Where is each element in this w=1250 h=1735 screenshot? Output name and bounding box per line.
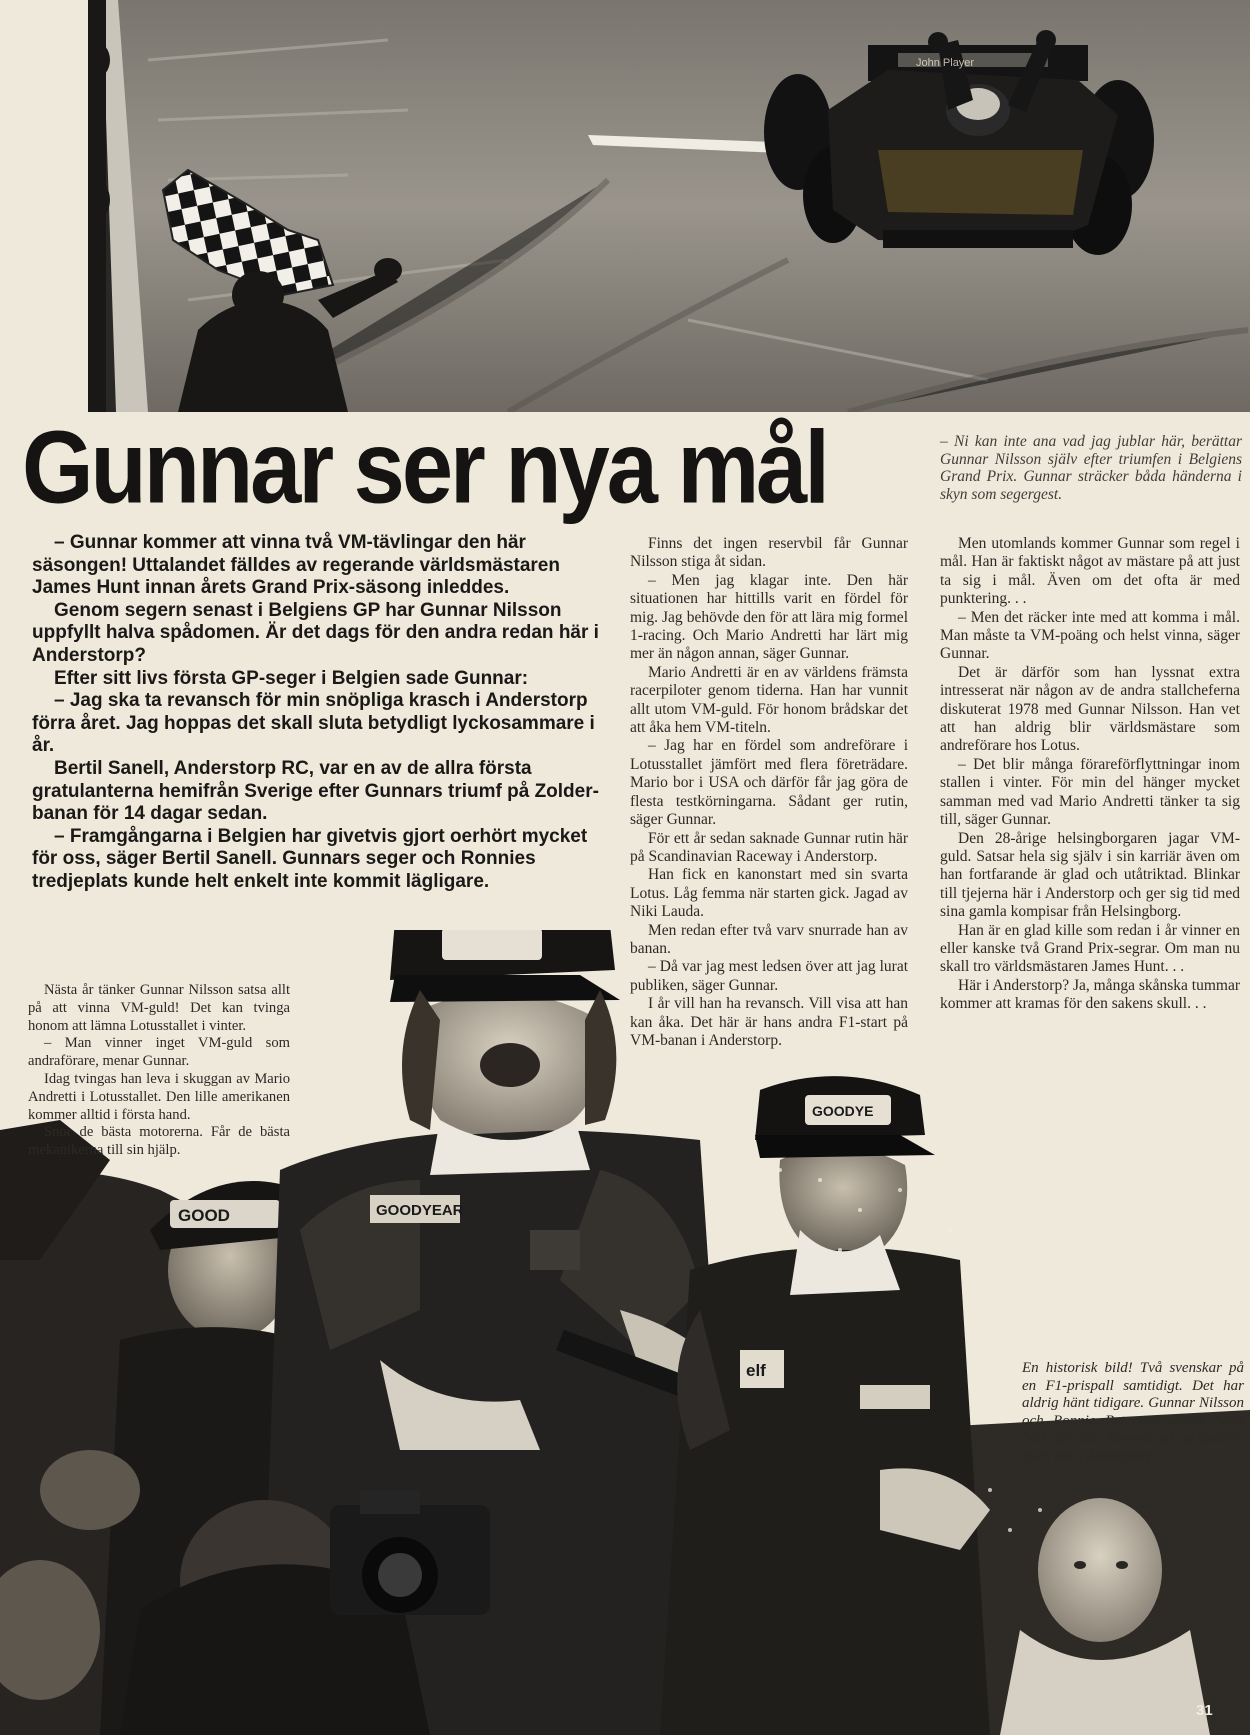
body-paragraph: – Jag har en fördel som andreförare i Lotusstallet jämfört med flera företrädare. Mario bor i USA och därför får jag göra de flesta testkörningarna. Sådant ger rutin, säger Gunnar. [630,737,908,829]
lead-paragraph: – Gunnar kommer att vinna två VM-tävlingar den här säsongen! Uttalandet fälldes av regerande världsmästaren James Hunt innan årets Grand Prix-säsong inleddes. [32,532,560,599]
body-paragraph: Finns det ingen reservbil får Gunnar Nilsson stiga åt sidan. [630,535,908,571]
body-paragraph: Mario Andretti är en av världens främsta racerpiloter genom tiderna. Han har vunnit allt utom VM-guld. För honom brådskar det att åka hem VM-titeln. [630,663,908,737]
lead-paragraph: – Framgångarna i Belgien har givetvis gjort oerhört mycket för oss, säger Bertil Sanell. Gunnars seger och Ronnies tredjeplats kunde helt enkelt inte kommit lägligare. [32,825,588,892]
lead-text [32,532,602,894]
page-number: 31 [1196,1702,1213,1719]
cap-text-left: GOOD [178,1206,230,1225]
body-paragraph: – Men jag klagar inte. Den här situationen har hittills varit en fördel för mig. Jag behövde den för att lära mig formel 1-racing. Och Mario Andretti har lärt mig mer än någon annan, säger Gunnar. [630,571,908,663]
body-paragraph: Nästa år tänker Gunnar Nilsson satsa allt på att vinna VM-guld! Det kan tvinga honom att lämna Lotusstallet i vinter. [28,982,290,1034]
race-finish-photo [88,0,1250,412]
car-sponsor-text: John Player [916,57,975,69]
body-paragraph: – Men det räcker inte med att komma i mål. Man måste ta VM-poäng och helst vinna, säger Gunnar. [940,608,1240,663]
lead-paragraph: Genom segern senast i Belgiens GP har Gunnar Nilsson uppfyllt halva spådomen. Är det dags för den andra redan här i Anderstorp? [32,599,599,666]
headline: Gunnar ser nya mål [22,410,827,526]
lead-paragraph: – Jag ska ta revansch för min snöpliga krasch i Anderstorp förra året. Jag hoppas det skall sluta betydligt lyckosammare i år. [32,690,595,757]
body-paragraph: Men redan efter två varv snurrade han av banan. [630,921,908,957]
body-paragraph: Idag tvingas han leva i skuggan av Mario Andretti i Lotusstallet. Den lille amerikanen kommer alltid i första hand. [28,1070,290,1123]
left-column [28,982,290,1160]
lead-paragraph: Efter sitt livs första GP-seger i Belgien sade Gunnar: [54,667,529,689]
body-paragraph: – Då var jag mest ledsen över att jag lurat publiken, säger Gunnar. [630,958,908,994]
body-paragraph: Det är därför som han lyssnat extra intresserat när någon av de andra stallcheferna diskuterat 1978 med Gunnar Nilsson. Han vet att han aldrig blir världsmästare som andreförare hos Lotus. [940,663,1240,755]
body-paragraph: – Man vinner inget VM-guld som andraförare, menar Gunnar. [28,1035,290,1070]
body-paragraph: För ett år sedan saknade Gunnar rutin här på Scandinavian Raceway i Anderstorp. [630,829,908,865]
cap-text-right: GOODYE [812,1103,874,1119]
caption-bottom: En historisk bild! Två svenskar på en F1-prispall samtidigt. Det har aldrig hänt tidigare. Gunnar Nilsson och Ronnie Peterson satsar båda hårt för att komma på prispallen även här i Anderstorp. [1022,1360,1244,1464]
lead-paragraph: Bertil Sanell, Anderstorp RC, var en av de allra första gratulanterna hemifrån Sverige efter Gunnars triumf på Zolder-banan för 14 dagar sedan. [32,757,599,825]
body-paragraph: Han fick en kanonstart med sin svarta Lotus. Låg femma när starten gick. Jagad av Niki Lauda. [630,866,908,921]
body-paragraph: Här i Anderstorp? Ja, många skånska tummar kommer att kramas för den sakens skull. . . [940,976,1240,1013]
body-paragraph: Den 28-årige helsingborgaren jagar VM-guld. Satsar hela sig själv i sin karriär även om han fortfarande är glad och utåtriktad. Blinkar till tjejerna här i Anderstorp och ger sig tid med sina gamla kompisar från Helsingborg. [940,829,1240,921]
body-paragraph: Men utomlands kommer Gunnar som regel i mål. Han är faktiskt något av mästare på att just ta sig i mål. Även om det ofta är med punktering. . . [940,535,1240,608]
overall-patch-text: GOODYEAR [376,1202,464,1219]
right-column [940,535,1240,1014]
race-finish-illustration [88,0,1250,412]
caption-top: – Ni kan inte ana vad jag jublar här, berättar Gunnar Nilsson själv efter triumfen i Belgiens Grand Prix. Gunnar sträcker båda händerna i skyn som segergest. [940,433,1242,503]
body-paragraph: Snor de bästa motorerna. Får de bästa mekanikerna till sin hjälp. [28,1124,290,1159]
sponsor-patch-text: elf [746,1361,766,1380]
body-paragraph: I år vill han ha revansch. Vill visa att han kan åka. Det här är hans andra F1-start på VM-banan i Anderstorp. [630,995,908,1049]
body-paragraph: Han är en glad kille som redan i år vinner en eller kanske två Grand Prix-segrar. Om man nu skall tro världsmästaren James Hunt. . . [940,921,1240,976]
middle-column [630,535,908,1050]
body-paragraph: – Det blir många förareförflyttningar inom stallen i vinter. För min del hänger mycket samman med vad Mario Andretti tänker ta sig till, säger Gunnar. [940,755,1240,829]
